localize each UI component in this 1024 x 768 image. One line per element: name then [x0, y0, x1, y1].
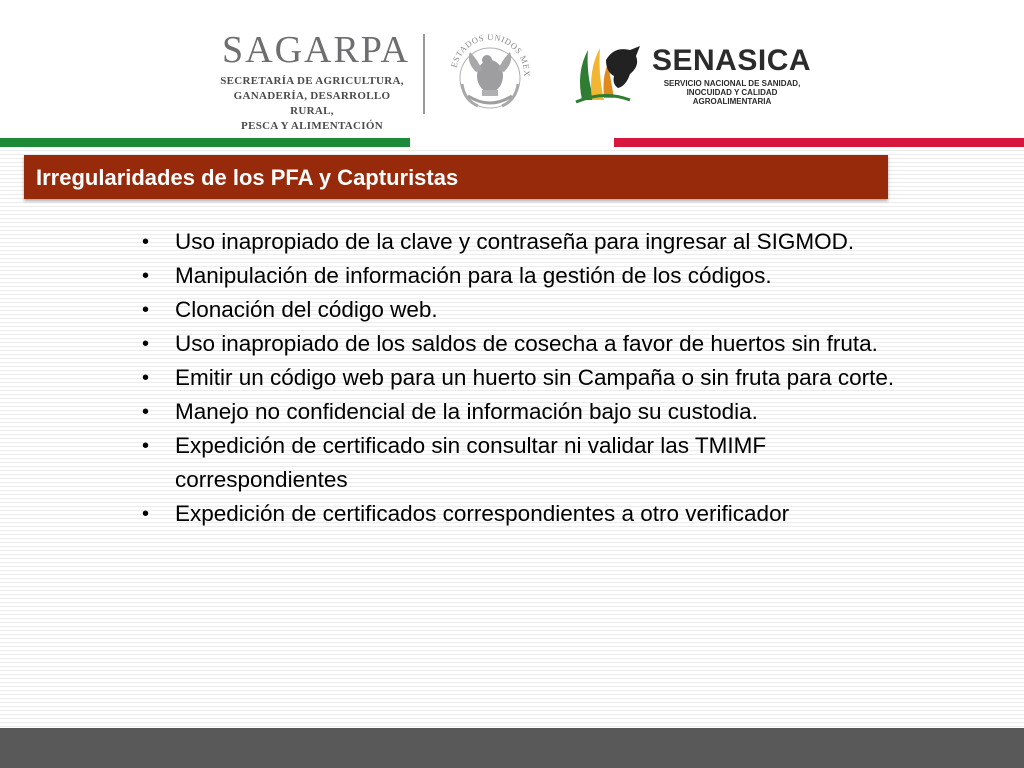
list-item-text: Expedición de certificado sin consultar ni validar las TMIMF correspondientes	[175, 433, 767, 492]
seal-text: ESTADOS UNIDOS MEX	[448, 31, 533, 78]
red-accent-bar	[614, 138, 1024, 147]
list-item	[140, 225, 900, 259]
bullet-icon: •	[142, 401, 150, 423]
list-item	[140, 327, 900, 361]
header	[0, 0, 1024, 138]
sagarpa-name: SAGARPA	[222, 29, 410, 71]
senasica-subtitle	[652, 79, 812, 106]
bullet-icon: •	[142, 231, 150, 253]
bullet-icon: •	[142, 503, 150, 525]
title-bar	[24, 155, 888, 199]
list-item-text: Expedición de certificados correspondientes a otro verificador	[175, 501, 790, 526]
list-item-text: Emitir un código web para un huerto sin Campaña o sin fruta para corte.	[175, 365, 895, 390]
sagarpa-subtitle-line: SECRETARÍA DE AGRICULTURA,	[220, 75, 404, 87]
senasica-subtitle-line: SERVICIO NACIONAL DE SANIDAD,	[663, 79, 801, 88]
bullet-icon: •	[142, 435, 150, 457]
list-item	[140, 395, 900, 429]
senasica-name: SENASICA	[652, 44, 812, 77]
footer-bar	[0, 728, 1024, 768]
bullet-list	[140, 225, 900, 531]
mexico-seal-icon	[440, 24, 540, 120]
sagarpa-subtitle-line: PESCA Y ALIMENTACIÓN	[241, 120, 383, 132]
senasica-logo	[574, 42, 824, 104]
list-item	[140, 429, 900, 497]
list-item	[140, 497, 900, 531]
list-item	[140, 361, 900, 395]
list-item-text: Manipulación de información para la gestión de los códigos.	[175, 263, 772, 288]
senasica-subtitle-line: INOCUIDAD Y CALIDAD	[686, 88, 778, 97]
sagarpa-logo	[212, 28, 412, 132]
bullet-icon: •	[142, 265, 150, 287]
logo-divider	[423, 34, 425, 114]
bullet-icon: •	[142, 367, 150, 389]
sagarpa-subtitle	[212, 74, 412, 134]
list-item	[140, 293, 900, 327]
slide-title: Irregularidades de los PFA y Capturistas	[36, 165, 459, 190]
bullet-icon: •	[142, 299, 150, 321]
list-item-text: Manejo no confidencial de la información bajo su custodia.	[175, 399, 758, 424]
list-item-text: Clonación del código web.	[175, 297, 438, 322]
bullet-icon: •	[142, 333, 150, 355]
list-item	[140, 259, 900, 293]
senasica-emblem-icon	[574, 42, 644, 104]
senasica-subtitle-line: AGROALIMENTARIA	[692, 97, 772, 106]
green-accent-bar	[0, 138, 410, 147]
list-item-text: Uso inapropiado de los saldos de cosecha a favor de huertos sin fruta.	[175, 331, 878, 356]
slide-content	[0, 147, 1024, 727]
sagarpa-subtitle-line: GANADERÍA, DESARROLLO RURAL,	[233, 90, 391, 117]
list-item-text: Uso inapropiado de la clave y contraseña para ingresar al SIGMOD.	[175, 229, 855, 254]
